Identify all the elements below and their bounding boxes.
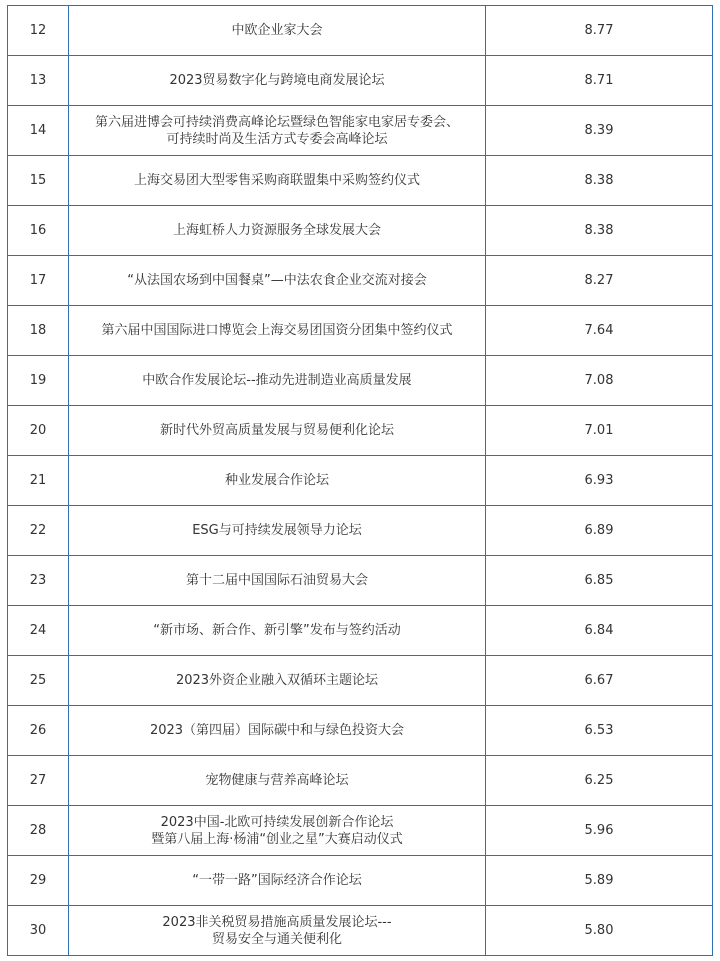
rank-number-cell: 24 (8, 606, 69, 656)
event-name-cell: 中欧合作发展论坛--推动先进制造业高质量发展 (69, 356, 486, 406)
score-cell: 6.25 (486, 756, 713, 806)
table-row (8, 756, 713, 806)
table-row (8, 606, 713, 656)
table-row (8, 706, 713, 756)
rank-number-cell: 30 (8, 906, 69, 956)
rank-number-cell: 23 (8, 556, 69, 606)
table-row (8, 506, 713, 556)
table-row (8, 206, 713, 256)
score-cell: 8.38 (486, 156, 713, 206)
event-name-cell: 上海交易团大型零售采购商联盟集中采购签约仪式 (69, 156, 486, 206)
score-cell: 8.38 (486, 206, 713, 256)
table-row (8, 856, 713, 906)
score-cell: 6.93 (486, 456, 713, 506)
table-row (8, 806, 713, 856)
score-cell: 6.67 (486, 656, 713, 706)
event-name-cell: “新市场、新合作、新引擎”发布与签约活动 (69, 606, 486, 656)
score-cell: 6.53 (486, 706, 713, 756)
table-row (8, 906, 713, 956)
event-name-cell: 上海虹桥人力资源服务全球发展大会 (69, 206, 486, 256)
score-cell: 7.01 (486, 406, 713, 456)
score-cell: 7.64 (486, 306, 713, 356)
rank-number-cell: 22 (8, 506, 69, 556)
score-cell: 8.39 (486, 106, 713, 156)
event-name-cell: 种业发展合作论坛 (69, 456, 486, 506)
table-row (8, 656, 713, 706)
rank-number-cell: 20 (8, 406, 69, 456)
table-row (8, 106, 713, 156)
event-name-cell: 新时代外贸高质量发展与贸易便利化论坛 (69, 406, 486, 456)
table-row (8, 356, 713, 406)
rank-number-cell: 19 (8, 356, 69, 406)
rank-number-cell: 12 (8, 6, 69, 56)
table-row (8, 306, 713, 356)
event-name-cell: “一带一路”国际经济合作论坛 (69, 856, 486, 906)
score-cell: 5.96 (486, 806, 713, 856)
rank-number-cell: 18 (8, 306, 69, 356)
event-name-cell: 2023贸易数字化与跨境电商发展论坛 (69, 56, 486, 106)
table-row (8, 556, 713, 606)
table-row (8, 156, 713, 206)
table-row (8, 6, 713, 56)
event-name-cell: 2023外资企业融入双循环主题论坛 (69, 656, 486, 706)
score-cell: 5.89 (486, 856, 713, 906)
event-name-cell: 2023中国-北欧可持续发展创新合作论坛 暨第八届上海·杨浦“创业之星”大赛启动仪式 (69, 806, 486, 856)
rank-number-cell: 13 (8, 56, 69, 106)
score-cell: 8.27 (486, 256, 713, 306)
event-name-cell: 宠物健康与营养高峰论坛 (69, 756, 486, 806)
ranking-table (7, 5, 713, 956)
table-row (8, 406, 713, 456)
rank-number-cell: 25 (8, 656, 69, 706)
score-cell: 6.89 (486, 506, 713, 556)
score-cell: 8.77 (486, 6, 713, 56)
rank-number-cell: 28 (8, 806, 69, 856)
score-cell: 8.71 (486, 56, 713, 106)
score-cell: 6.84 (486, 606, 713, 656)
event-name-cell: 第六届进博会可持续消费高峰论坛暨绿色智能家电家居专委会、 可持续时尚及生活方式专委会高峰论坛 (69, 106, 486, 156)
rank-number-cell: 29 (8, 856, 69, 906)
table-row (8, 56, 713, 106)
table-row (8, 256, 713, 306)
rank-number-cell: 16 (8, 206, 69, 256)
event-name-cell: 2023非关税贸易措施高质量发展论坛--- 贸易安全与通关便利化 (69, 906, 486, 956)
score-cell: 6.85 (486, 556, 713, 606)
event-name-cell: 第六届中国国际进口博览会上海交易团国资分团集中签约仪式 (69, 306, 486, 356)
event-name-cell: 中欧企业家大会 (69, 6, 486, 56)
event-name-cell: 2023（第四届）国际碳中和与绿色投资大会 (69, 706, 486, 756)
table-row (8, 456, 713, 506)
rank-number-cell: 21 (8, 456, 69, 506)
rank-number-cell: 14 (8, 106, 69, 156)
rank-number-cell: 17 (8, 256, 69, 306)
score-cell: 7.08 (486, 356, 713, 406)
score-cell: 5.80 (486, 906, 713, 956)
event-name-cell: 第十二届中国国际石油贸易大会 (69, 556, 486, 606)
rank-number-cell: 15 (8, 156, 69, 206)
event-name-cell: “从法国农场到中国餐桌”—中法农食企业交流对接会 (69, 256, 486, 306)
rank-number-cell: 26 (8, 706, 69, 756)
event-name-cell: ESG与可持续发展领导力论坛 (69, 506, 486, 556)
rank-number-cell: 27 (8, 756, 69, 806)
